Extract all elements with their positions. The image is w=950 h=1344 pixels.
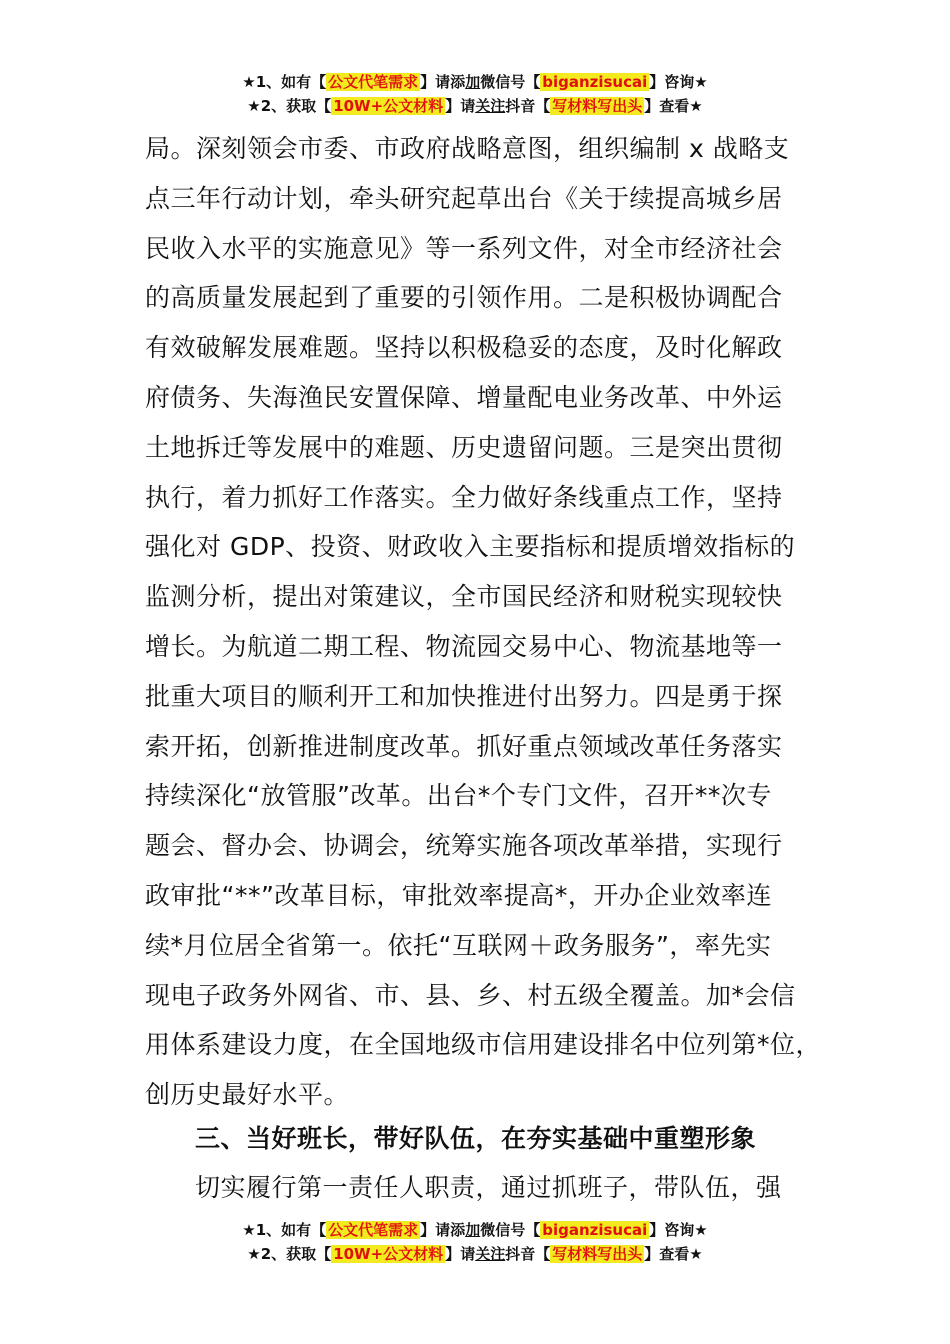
body-line: 点三年行动计划，牵头研究起草出台《关于续提高城乡居 [145,183,783,213]
banner-text: 微信号【 [480,73,541,91]
header-banner [0,70,950,118]
section-heading: 三、当好班长，带好队伍，在夯实基础中重塑形象 [195,1124,757,1153]
body-line: 索开拓，创新推进制度改革。抓好重点领域改革任务落实 [145,731,783,761]
body-line: 政审批“**”改革目标，审批效率提高*，开办企业效率连 [145,880,772,910]
paragraph-start: 切实履行第一责任人职责，通过抓班子，带队伍，强 [195,1173,782,1202]
highlight-service: 公文代笔需求 [328,1221,419,1239]
banner-text: 】咨询★ [649,1221,708,1239]
highlight-wechat-id: biganzisucai [542,73,648,91]
highlight-materials: 10W+公文材料 [333,1245,444,1263]
body-line: 批重大项目的顺利开工和加快推进付出努力。四是勇于探 [145,681,783,711]
banner-underlined: 关注 [475,1245,506,1263]
body-line: 题会、督办会、协调会，统筹实施各项改革举措，实现行 [145,831,783,861]
body-line: 监测分析，提出对策建议，全市国民经济和财税实现较快 [145,582,783,612]
banner-underlined: 加 [465,73,481,91]
banner-text: 】请 [445,97,476,115]
body-line: 民收入水平的实施意见》等一系列文件，对全市经济社会 [145,233,783,263]
body-line: 有效破解发展难题。坚持以积极稳妥的态度，及时化解政 [145,333,783,363]
banner-underlined: 关注 [475,97,506,115]
highlight-douyin: 写材料写出头 [552,97,643,115]
footer-banner [0,1218,950,1266]
banner-text: 】请添 [420,1221,466,1239]
banner-text: ★2、获取【 [247,97,332,115]
body-line: 创历史最好水平。 [145,1080,350,1110]
body-line: 续*月位居全省第一。依托“互联网＋政务服务”，率先实 [145,930,772,960]
banner-text: 抖音【 [505,97,551,115]
banner-line-2 [0,1242,950,1266]
body-line: 持续深化“放管服”改革。出台*个专门文件，召开**次专 [145,781,772,811]
banner-text: 】咨询★ [649,73,708,91]
body-line: 用体系建设力度，在全国地级市信用建设排名中位列第*位， [145,1030,822,1060]
document-body [145,124,835,1120]
banner-text: 】请添 [420,73,466,91]
banner-text: ★2、获取【 [247,1245,332,1263]
banner-text: 】请 [445,1245,476,1263]
banner-text: ★1、如有【 [242,1221,327,1239]
body-line: 局。深刻领会市委、市政府战略意图，组织编制 x 战略支 [145,134,790,163]
body-line: 强化对 GDP、投资、财政收入主要指标和提质增效指标的 [145,532,796,562]
highlight-materials: 10W+公文材料 [333,97,444,115]
banner-line-1 [0,1218,950,1242]
body-line: 府债务、失海渔民安置保障、增量配电业务改革、中外运 [145,382,783,412]
body-line: 现电子政务外网省、市、县、乡、村五级全覆盖。加*会信 [145,980,796,1010]
banner-line-1 [0,70,950,94]
banner-text: ★1、如有【 [242,73,327,91]
banner-text: 抖音【 [505,1245,551,1263]
banner-text: 】查看★ [644,97,703,115]
banner-underlined: 加 [465,1221,481,1239]
highlight-douyin: 写材料写出头 [552,1245,643,1263]
highlight-service: 公文代笔需求 [328,73,419,91]
body-line: 土地拆迁等发展中的难题、历史遗留问题。三是突出贯彻 [145,432,783,462]
body-line: 增长。为航道二期工程、物流园交易中心、物流基地等一 [145,631,783,661]
banner-text: 】查看★ [644,1245,703,1263]
banner-text: 微信号【 [480,1221,541,1239]
body-line: 执行，着力抓好工作落实。全力做好条线重点工作，坚持 [145,482,783,512]
body-line: 的高质量发展起到了重要的引领作用。二是积极协调配合 [145,283,783,313]
highlight-wechat-id: biganzisucai [542,1221,648,1239]
banner-line-2 [0,94,950,118]
